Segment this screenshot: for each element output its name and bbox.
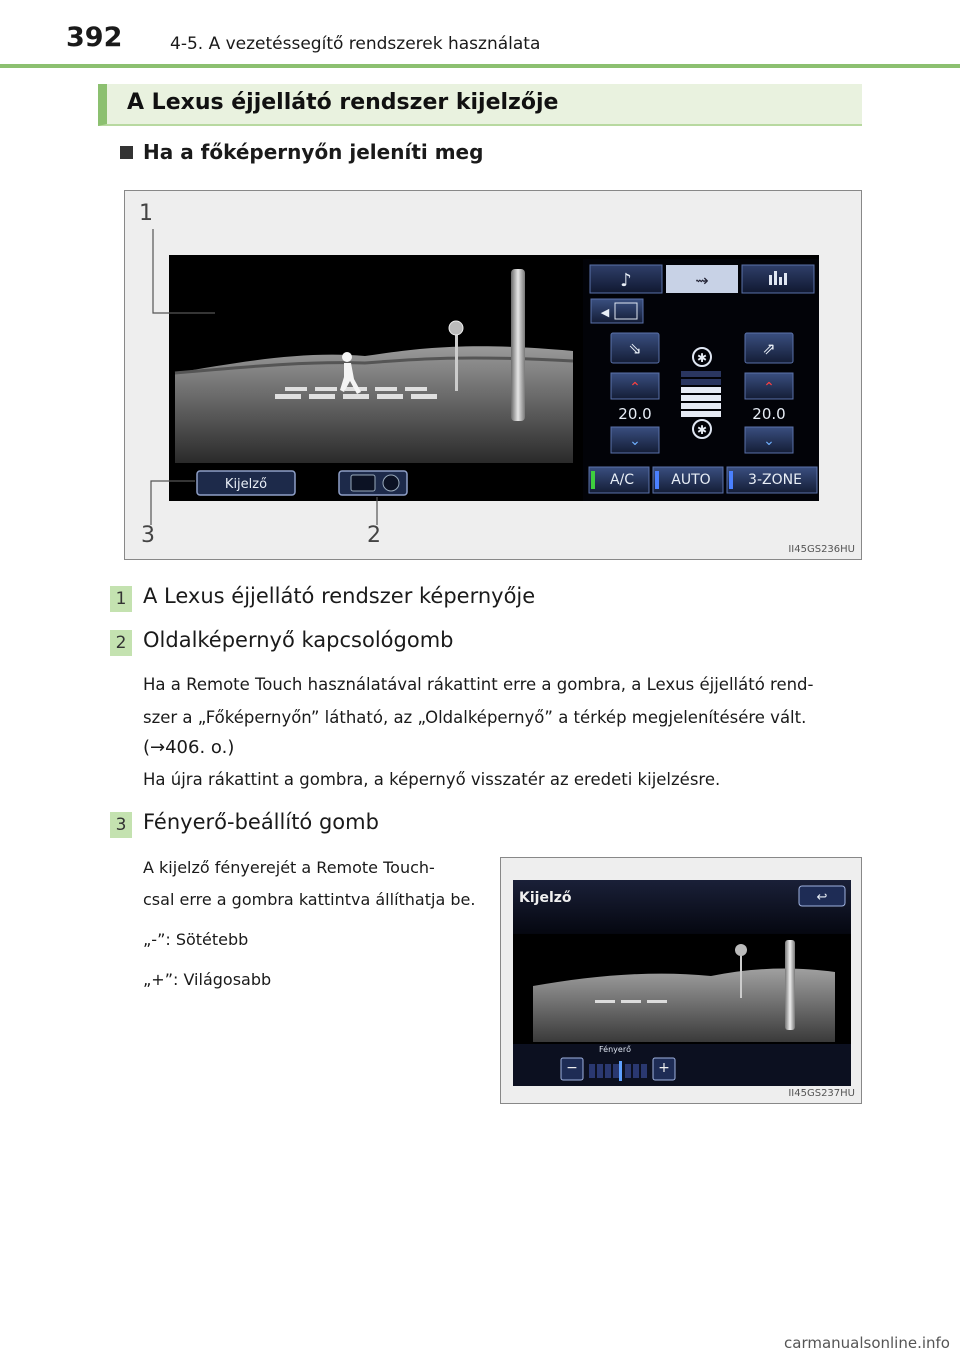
item-number-1: 1 (110, 586, 132, 612)
temp-left-readout: 20.0 (618, 405, 652, 423)
svg-text:↩: ↩ (816, 890, 828, 905)
svg-text:✱: ✱ (696, 423, 708, 437)
square-bullet-icon (120, 146, 133, 159)
svg-text:⌃: ⌃ (629, 380, 641, 396)
item-2-line-2: szer a „Főképernyőn” látható, az „Oldalképernyő” a térkép megjelenítésére vált. (143, 708, 807, 727)
item-3-line-3: „-”: Sötétebb (143, 930, 249, 949)
svg-text:♪: ♪ (620, 270, 632, 291)
svg-text:⇘: ⇘ (628, 339, 642, 358)
item-3-line-1: A kijelző fényerejét a Remote Touch- (143, 858, 435, 877)
svg-text:⇗: ⇗ (762, 339, 776, 358)
callout-1: 1 (139, 201, 153, 226)
page-title: A Lexus éjjellátó rendszer kijelzője (127, 90, 559, 115)
figure-brightness-screen (500, 857, 862, 1104)
item-title-3: Fényerő-beállító gomb (143, 810, 379, 834)
ac-button[interactable]: A/C (609, 472, 635, 488)
svg-text:⇝: ⇝ (695, 271, 709, 290)
figure-main-screen-drawing (125, 191, 861, 559)
item-number-3: 3 (110, 812, 132, 838)
item-title-1: A Lexus éjjellátó rendszer képernyője (143, 584, 536, 608)
callout-2: 2 (367, 523, 381, 548)
brightness-plus-button[interactable]: + (658, 1060, 670, 1076)
svg-text:⌄: ⌄ (763, 433, 775, 449)
title-box (98, 84, 862, 126)
item-title-2: Oldalképernyő kapcsológomb (143, 628, 454, 652)
section-title: 4-5. A vezetéssegítő rendszerek használata (170, 34, 541, 54)
brightness-screen-title: Kijelző (519, 890, 572, 906)
svg-text:◀: ◀ (600, 306, 610, 319)
item-2-line-1: Ha a Remote Touch használatával rákattint erre a gombra, a Lexus éjjellátó rend- (143, 675, 814, 694)
figure-2-id: II45GS237HU (788, 1088, 855, 1099)
item-3-line-2: csal erre a gombra kattintva állíthatja be. (143, 890, 476, 909)
figure-main-screen (124, 190, 862, 560)
page-number: 392 (66, 22, 123, 53)
svg-text:⌄: ⌄ (629, 433, 641, 449)
temp-right-readout: 20.0 (752, 405, 786, 423)
callout-3: 3 (141, 523, 155, 548)
brightness-slider-label: Fényerő (599, 1045, 631, 1054)
subheading (120, 140, 483, 164)
item-2-line-3: (→406. o.) (143, 737, 235, 758)
brightness-minus-button[interactable]: − (566, 1060, 578, 1076)
item-3-line-4: „+”: Világosabb (143, 970, 272, 989)
display-button-label: Kijelző (224, 477, 268, 492)
auto-button[interactable]: AUTO (671, 472, 711, 488)
watermark: carmanualsonline.info (784, 1334, 950, 1352)
svg-text:✱: ✱ (696, 351, 708, 365)
subheading-text: Ha a főképernyőn jeleníti meg (143, 140, 484, 164)
item-2-line-4: Ha újra rákattint a gombra, a képernyő visszatér az eredeti kijelzésre. (143, 770, 721, 789)
figure-id: II45GS236HU (788, 544, 855, 555)
header-divider (0, 64, 960, 68)
item-number-2: 2 (110, 630, 132, 656)
three-zone-button[interactable]: 3-ZONE (748, 472, 802, 488)
svg-text:⌃: ⌃ (763, 380, 775, 396)
